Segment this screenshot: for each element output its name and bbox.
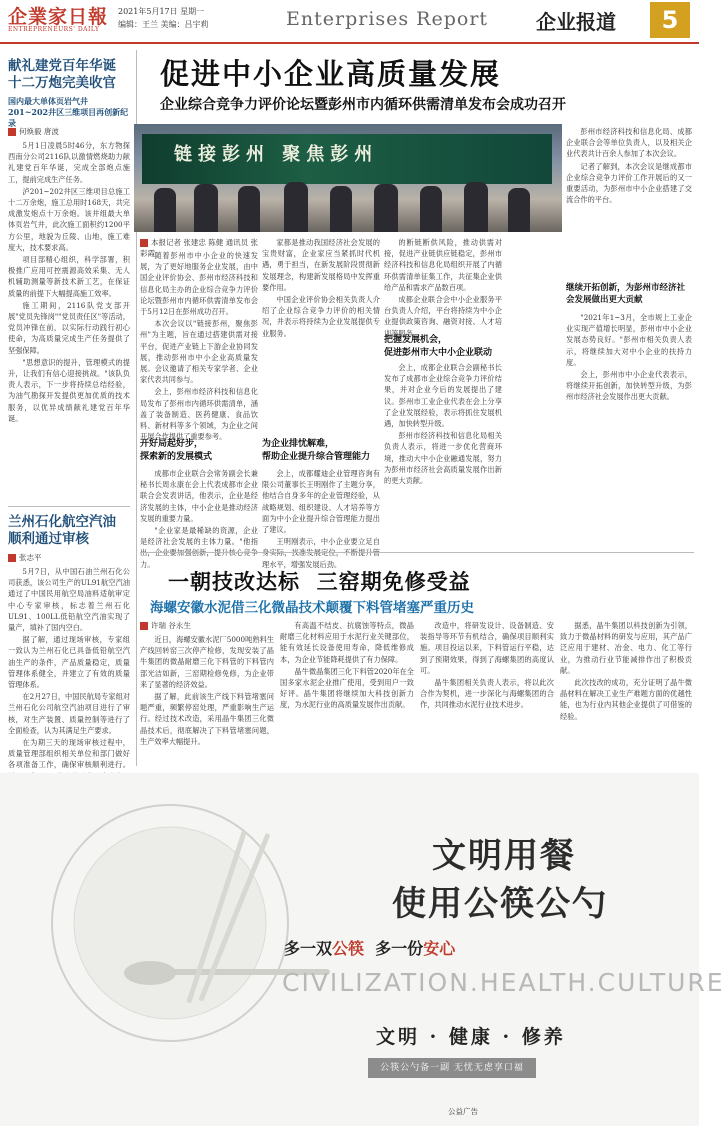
event-photo xyxy=(134,124,562,232)
paragraph: 家都是推动我国经济社会发展的宝贵财富，企业家应当紧抓时代机遇，勇于担当，在新发展阶段贯彻新发展理念，构建新发展格局中发挥重要作用。 xyxy=(262,238,380,292)
story2-headline: 一朝技改达标 三窑期免修受益 xyxy=(168,570,471,594)
attendee-figure xyxy=(238,186,260,232)
left-story1-byline xyxy=(8,126,59,137)
spoon-bowl-icon xyxy=(124,961,176,985)
slogan-part: 多一双 xyxy=(284,939,333,958)
main-col3-subhead: 把握发展机会， 促进彭州市大中小企业联动 xyxy=(384,335,493,358)
paragraph: 彭州市经济科技和信息化局相关负责人表示，将进一步优化营商环境，推动大中小企业融通发展，努力为彭州市经济社会高质量发展作出新的更大贡献。 xyxy=(384,431,502,486)
editor-credits: 编辑：王兰 美编：吕宇莉 xyxy=(118,20,209,29)
paragraph: "思想意识的提升，管理模式的提升，让我们有信心迎接挑战。"该队负责人表示，下一步将持续总结经验，为油气勘探开发提供更加优质的技术服务，以优异成绩献礼建党百年华诞。 xyxy=(8,357,130,423)
paragraph: 有高温不结皮、抗腐蚀等特点，微晶耐磨三化材料应用于水泥行业关键部位，能有效延长设备使用寿命，降低维修成本，为企业节能降耗提供了有力保障。 xyxy=(280,621,414,664)
attendee-figure xyxy=(420,186,442,232)
ad-slogan xyxy=(284,936,455,959)
paragraph: 中国企业评价协会相关负责人介绍了企业综合竞争力评价的相关情况，并表示将持续为企业发展提供专业服务。 xyxy=(262,295,380,338)
paragraph: 会上，成都耀迪企业管理咨询有限公司董事长王明刚作了主题分享，他结合自身多年的企业管理经验，从战略规划、组织建设、人才培养等方面为中小企业提升综合管理能力提出了建议。 xyxy=(262,469,380,535)
main-col1-subhead: 开好局起好步， 探索新的发展模式 xyxy=(140,439,213,462)
ad-values: 文明 · 健康 · 修养 xyxy=(376,1026,566,1048)
slogan-highlight: 安心 xyxy=(423,939,456,958)
byline-text: 张志平 xyxy=(19,553,42,562)
page-number-badge: 5 xyxy=(650,2,690,38)
ad-title-line1: 文明用餐 xyxy=(432,836,576,876)
paragraph: "2021年1~3月，全市规上工业企业实现产值增长明显，彭州市中小企业发展态势良好。"彭州市相关负责人表示，将继续加大对中小企业的扶持力度。 xyxy=(566,313,692,367)
main-col2-subhead: 为企业排忧解难， 帮助企业提升综合管理能力 xyxy=(262,439,371,462)
ad-banner: 公筷公勺备一副 无忧无虑享口福 xyxy=(368,1058,536,1078)
left-story1-body xyxy=(8,140,130,500)
byline-text: 本报记者 张建忠 陈健 通讯员 张彩霞 xyxy=(140,238,259,258)
byline-text: 许瑞 谷永生 xyxy=(151,621,191,630)
section-title-english: Enterprises Report xyxy=(286,8,489,30)
attendee-figure xyxy=(508,188,530,232)
main-col3-body2 xyxy=(384,362,502,548)
paragraph: "企业家是最稀缺的资源，企业是经济社会发展的主体力量。"他指 力。 xyxy=(140,526,258,569)
ad-label: 公益广告 xyxy=(448,1107,478,1116)
paragraph: 此次技改的成功，充分证明了晶牛微晶材料在解决工业生产难题方面的优越性能，也为行业内其他企业提供了可借鉴的经验。 xyxy=(560,678,692,721)
byline-marker-icon xyxy=(140,239,148,247)
paragraph: 据悉，晶牛集团以科技创新为引领，致力于微晶材料的研发与应用，其产品广泛应用于建材、冶金、电力、化工等行业，为推动行业节能减排作出了积极贡献。 xyxy=(560,621,692,675)
paragraph: 记者了解到，本次会议是继成都市企业综合竞争力评价工作开展后的又一重要活动，为彭州市中小企业搭建了交流合作的平台。 xyxy=(566,161,692,205)
section-title: 企业报道 xyxy=(536,10,616,34)
story2-subhead: 海螺安徽水泥借三化微晶技术颠覆下料管堵塞严重历史 xyxy=(150,600,474,616)
paragraph: 成都企业联合会中小企业服务平台负责人介绍，平台将持续为中小企业提供政策咨询、融资对接、人才培训等服务。 xyxy=(384,295,502,338)
paragraph: 改造中，将研发设计、设备制造、安装指导等环节有机结合，确保项目顺利实施。项目投运以来，下料管运行平稳，达到了预期效果，得到了海螺集团的高度认可。 xyxy=(420,621,554,675)
paragraph: 施工期间，2116队党支部开展"党员先锋岗""党员责任区"等活动，党员冲锋在前，以实际行动践行初心使命，为高质量完成生产任务提供了坚强保障。 xyxy=(8,300,130,355)
byline-text: 何焕毅 唐波 xyxy=(19,127,59,136)
left-story1-headline: 献礼建党百年华诞 十二万炮完美收官 xyxy=(8,58,116,91)
story2-byline xyxy=(140,620,191,631)
attendee-figure xyxy=(374,184,398,232)
paragraph: 在为期三天的现场审核过程中，质量管理部组织相关单位和部门做好各项准备工作，确保审核顺利进行。 xyxy=(8,738,130,770)
paragraph: 泸201~202井区三维项目总施工十二万余炮，施工总用时168天，共完成激发炮点十万余炮。该井组最大单体页岩气井，此次施工面积约1200平方公里，地貌为丘陵、山地，施工难度大，技术要求高。 xyxy=(8,186,130,252)
main-col3-body xyxy=(384,237,502,341)
paragraph: 近日，海螺安徽水泥厂5000吨熟料生产线回转窑三次停产检修，发现安装了晶牛集团的微晶耐磨三化下料管的下料管内部光洁如新，三窑期检修免修，为企业带来了显著的经济效益。 xyxy=(140,635,274,689)
attendee-figure xyxy=(284,182,308,232)
attendee-figure xyxy=(194,184,218,232)
slogan-part: 多一份 xyxy=(375,939,424,958)
main-col2-body2 xyxy=(262,468,380,569)
attendee-figure xyxy=(154,188,176,232)
main-col1-body xyxy=(140,250,258,442)
paragraph: 据了解，此前该生产线下料管堵塞问题严重，频繁停窑处理，严重影响生产运行。经过技术改造，采用晶牛集团三化微晶技术后，彻底解决了下料管堵塞问题，生产效率大幅提升。 xyxy=(140,692,274,746)
story2-col2 xyxy=(280,620,414,766)
paragraph: 随着彭州市中小企业的快速发展，为了更好地服务企业发展，由中国企业评价协会、彭州市经济科技和信息化局主办的企业综合竞争力评价论坛暨彭州市内循环供需清单发布会于5月12日在彭州成功召开。 xyxy=(140,251,258,317)
paragraph: 5月7日，从中国石油兰州石化公司获悉，该公司生产的UL91航空汽油通过了中国民用航空局油料适航审定中心专家审核，标志着兰州石化UL91、100LL低铅航空汽油实现了量产，填补了国内空白。 xyxy=(8,567,130,633)
left-story2-headline: 兰州石化航空汽油 顺利通过审核 xyxy=(8,514,116,547)
paragraph: 会上，成都企业联合会副秘书长发布了成都市企业综合竞争力评价结果，并对企业今后的发展提出了建议。彭州市工业企业代表在会上分享了企业发展经验，表示将抓住发展机遇，加快转型升级。 xyxy=(384,363,502,429)
newspaper-logo-english: ENTREPRENEURS' DAILY xyxy=(8,26,100,33)
paragraph: 5月1日凌晨5时46分，东方物探西南分公司2116队以激情燃烧助力献礼建党百年华诞，完成全部炮点施工，提前完成生产任务。 xyxy=(8,141,130,184)
ad-title-line2: 使用公筷公勺 xyxy=(392,884,608,924)
newspaper-logo: 企業家日報 xyxy=(8,6,109,28)
left-story2-body xyxy=(8,566,130,770)
paragraph: 彭州市经济科技和信息化局、成都企业联合会等单位负责人，以及相关企业代表共计百余人参加了本次会议。 xyxy=(566,127,692,159)
paragraph: 晶牛微晶集团三化下料管2020年在全国多家水泥企业推广使用，受到用户一致好评。晶牛集团将继续加大科技创新力度，为水泥行业的高质量发展作出贡献。 xyxy=(280,666,414,710)
main-col1-body2 xyxy=(140,468,258,569)
story2-col1 xyxy=(140,634,274,766)
paragraph: 会上，彭州市中小企业代表表示，将继续开拓创新，加快转型升级，为彭州市经济社会发展作出更大贡献。 xyxy=(566,370,692,402)
paragraph: 会上，彭州市经济科技和信息化局发布了彭州市内循环供需清单，涵盖了装备制造、医药健康、食品饮料、新材料等多个领域，为企业之间开展合作提供了重要参考。 xyxy=(140,387,258,442)
paragraph: 本次会议以"链接彭州，聚焦彭州"为主题，旨在通过搭建供需对接平台，促进产业链上下游企业协同发展，推动彭州市中小企业高质量发展。会议邀请了相关专家学者、企业家代表共同参与。 xyxy=(140,319,258,385)
paragraph: 据了解，通过现场审核，专家组一致认为兰州石化已具备低铅航空汽油生产的条件，产品质量稳定，质量管理体系健全，并建立了有效的质量管理体系。 xyxy=(8,635,130,690)
paragraph: 在2月27日，中国民航局专家组对兰州石化公司航空汽油项目进行了审核，对生产装置、质量控制等进行了全面检查，认为其满足生产要求。 xyxy=(8,692,130,735)
byline-marker-icon xyxy=(8,128,16,136)
main-headline: 促进中小企业高质量发展 xyxy=(160,57,502,91)
main-col2-body xyxy=(262,237,380,427)
paragraph: 的断链断供风险，推动供需对接，促进产业链供应链稳定，彭州市经济科技和信息化局组织开展了内循环供需清单征集工作，共征集企业供给产品和需求产品数百项。 xyxy=(384,238,502,292)
attendee-figure xyxy=(464,182,488,232)
attendee-figure xyxy=(330,186,352,232)
slogan-highlight: 公筷 xyxy=(332,939,365,958)
paragraph: 成都市企业联合会常务副会长兼秘书长周永康在会上代表成都市企业联合会发表讲话，他表示，企业是经济发展的主体，中小企业是推动经济发展的重要力量。 xyxy=(140,469,258,523)
divider xyxy=(140,552,694,553)
left-story2-byline xyxy=(8,552,42,563)
divider xyxy=(8,506,130,507)
main-col4-body2 xyxy=(566,312,692,550)
paragraph: 项目部精心组织，科学部署，积极推广应用可控震源高效采集、无人机辅助测量等新技术新工艺，在保证质量的前提下大幅提高施工效率。 xyxy=(8,255,130,298)
paragraph: 王明刚表示，中小企业要立足自 理水平，增强发展后劲。 xyxy=(262,537,380,569)
byline-marker-icon xyxy=(140,622,148,630)
stage-banner-text: 链接彭州 聚焦彭州 xyxy=(174,144,379,165)
story2-col3 xyxy=(420,620,554,766)
byline-marker-icon xyxy=(8,554,16,562)
main-subhead: 企业综合竞争力评价论坛暨彭州市内循环供需清单发布会成功召开 xyxy=(160,97,566,113)
paragraph: 晶牛集团相关负责人表示，将以此次合作为契机，进一步深化与海螺集团的合作，共同推动水泥行业技术进步。 xyxy=(420,678,554,710)
left-story1-subhead: 国内最大单体页岩气井 201~202井区三维项目再创新纪录 xyxy=(8,96,129,128)
story2-col4 xyxy=(560,620,692,766)
main-col4-subhead: 继续开拓创新，为彭州市经济社会发展做出更大贡献 xyxy=(566,283,686,305)
ad-english-tagline: CIVILIZATION.HEALTH.CULTURE xyxy=(282,968,725,997)
issue-date: 2021年5月17日 星期一 xyxy=(118,7,205,16)
main-col4-body xyxy=(566,126,692,276)
